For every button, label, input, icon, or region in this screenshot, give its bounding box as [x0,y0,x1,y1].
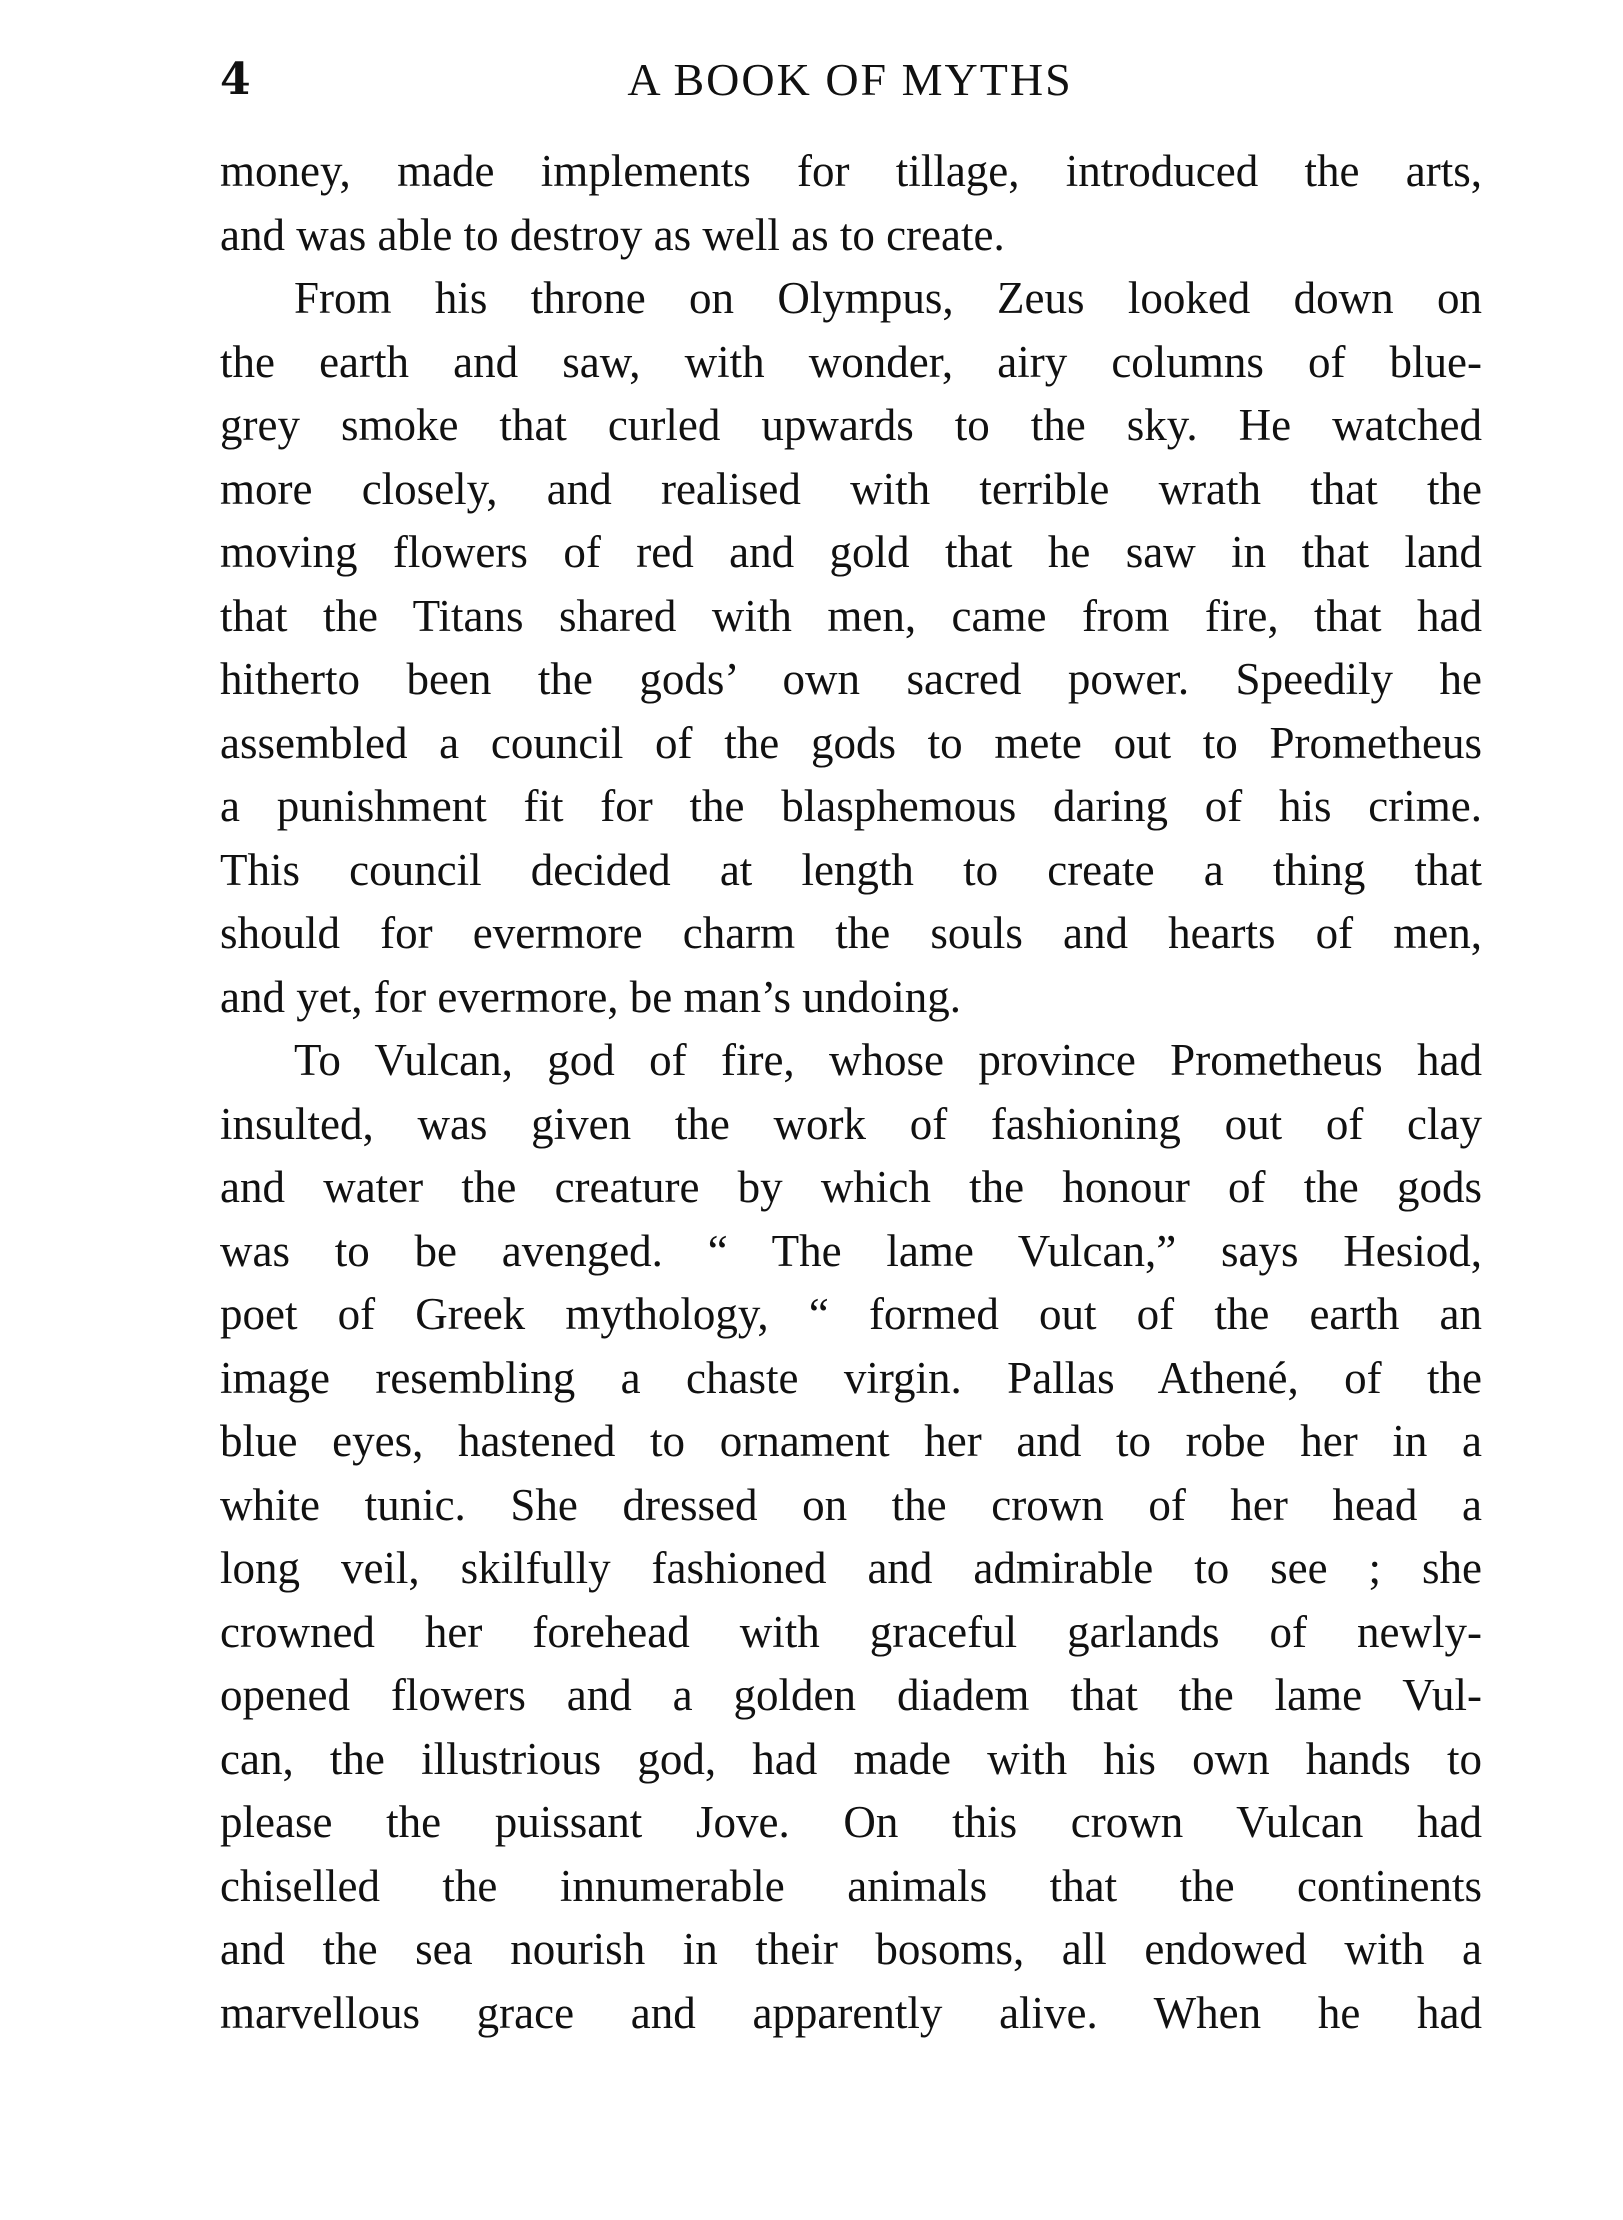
text-line: image resembling a chaste virgin. Pallas Athené, of the [220,1352,1482,1403]
text-line: should for evermore charm the souls and hearts of men, [220,908,1482,958]
text-line: crowned her forehead with graceful garlands of newly- [220,1606,1482,1657]
text-line: This council decided at length to create a thing that [220,844,1482,895]
paragraph [220,267,1482,1029]
paragraph [220,140,1482,267]
text-line: poet of Greek mythology, “ formed out of the earth an [220,1289,1482,1339]
page-header [220,50,1480,110]
text-line: insulted, was given the work of fashioning out of clay [220,1098,1482,1149]
running-head: A BOOK OF MYTHS [627,54,1073,105]
text-line: money, made implements for tillage, introduced the arts, [220,146,1482,196]
text-line: moving flowers of red and gold that he saw in that land [220,527,1482,577]
text-line: marvellous grace and apparently alive. When he had [220,1987,1482,2038]
page-number: 4 [220,54,251,105]
text-line: please the puissant Jove. On this crown Vulcan had [220,1797,1482,1847]
text-line: a punishment fit for the blasphemous daring of his crime. [220,781,1482,831]
text-line: and yet, for evermore, be man’s undoing. [220,971,962,1022]
text-line: grey smoke that curled upwards to the sky. He watched [220,400,1482,450]
text-line: that the Titans shared with men, came from fire, that had [220,590,1482,641]
text-line: blue eyes, hastened to ornament her and to robe her in a [220,1416,1482,1466]
text-line: more closely, and realised with terrible wrath that the [220,463,1482,514]
text-line: To Vulcan, god of fire, whose province Prometheus had [294,1035,1482,1085]
text-line: chiselled the innumerable animals that the continents [220,1860,1482,1911]
text-line: assembled a council of the gods to mete out to Prometheus [220,717,1482,768]
text-line: and the sea nourish in their bosoms, all endowed with a [220,1924,1482,1974]
text-line: can, the illustrious god, had made with his own hands to [220,1733,1482,1784]
text-line: the earth and saw, with wonder, airy columns of blue- [220,336,1482,387]
paragraph [220,1029,1482,2045]
text-line: and was able to destroy as well as to create. [220,209,1005,260]
text-line: opened flowers and a golden diadem that the lame Vul- [220,1670,1482,1720]
text-line: long veil, skilfully fashioned and admirable to see ; she [220,1543,1482,1593]
text-line: white tunic. She dressed on the crown of her head a [220,1479,1482,1530]
text-line: and water the creature by which the honour of the gods [220,1162,1482,1212]
text-line: From his throne on Olympus, Zeus looked down on [294,273,1482,323]
text-line: hitherto been the gods’ own sacred power. Speedily he [220,654,1482,704]
text-line: was to be avenged. “ The lame Vulcan,” says Hesiod, [220,1225,1482,1276]
body-text [220,140,1482,2045]
